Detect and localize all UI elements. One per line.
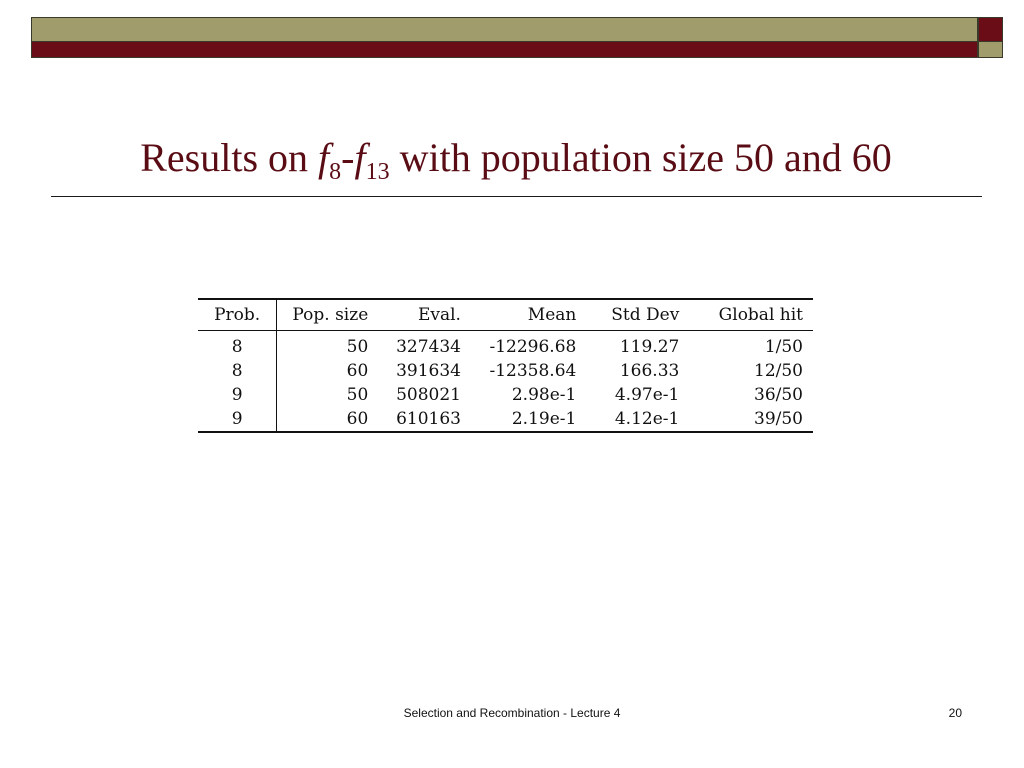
- slide-title: [50, 132, 982, 184]
- cell-global-hit: 12/50: [754, 361, 803, 381]
- header-maroon-square: [978, 17, 1003, 42]
- table-row: [198, 407, 813, 432]
- table-header-row: [198, 299, 813, 331]
- cell-eval: 391634: [396, 361, 461, 381]
- cell-eval: 610163: [396, 409, 461, 429]
- cell-global-hit: 1/50: [764, 337, 803, 357]
- table-row: [198, 383, 813, 407]
- page-number: 20: [948, 706, 962, 720]
- cell-std-dev: 4.12e-1: [614, 409, 680, 429]
- cell-mean: 2.19e-1: [511, 409, 577, 429]
- title-f13-subscript: 13: [365, 159, 390, 185]
- cell-pop-size: 50: [346, 337, 369, 357]
- header-mean: Mean: [527, 305, 577, 325]
- results-table: [198, 298, 813, 433]
- title-prefix: Results on: [140, 135, 319, 180]
- header-global-hit: Global hit: [718, 305, 803, 325]
- cell-std-dev: 4.97e-1: [614, 385, 680, 405]
- title-suffix: with population size 50 and 60: [389, 135, 892, 180]
- header-olive-bar: [31, 17, 978, 42]
- header-pop-size: Pop. size: [292, 305, 369, 325]
- cell-eval: 508021: [396, 385, 461, 405]
- title-f8-subscript: 8: [329, 159, 342, 185]
- cell-mean: 2.98e-1: [511, 385, 577, 405]
- cell-pop-size: 60: [346, 361, 369, 381]
- header-prob: Prob.: [198, 299, 277, 331]
- header-olive-square: [978, 42, 1003, 58]
- table-row: [198, 331, 813, 360]
- cell-prob: 8: [198, 331, 277, 360]
- results-table-container: [198, 298, 813, 433]
- header-maroon-bar: [31, 42, 978, 58]
- cell-prob: 9: [198, 383, 277, 407]
- cell-prob: 9: [198, 407, 277, 432]
- cell-global-hit: 39/50: [754, 409, 803, 429]
- header-std-dev: Std Dev: [611, 305, 680, 325]
- cell-std-dev: 166.33: [619, 361, 680, 381]
- title-dash: -: [341, 135, 355, 180]
- cell-pop-size: 60: [346, 409, 369, 429]
- cell-std-dev: 119.27: [619, 337, 680, 357]
- table-row: [198, 359, 813, 383]
- cell-eval: 327434: [396, 337, 461, 357]
- slide-footer: Selection and Recombination - Lecture 4: [403, 706, 621, 720]
- cell-prob: 8: [198, 359, 277, 383]
- header-eval: Eval.: [417, 305, 461, 325]
- title-underline: [51, 196, 982, 197]
- cell-mean: -12296.68: [489, 337, 577, 357]
- title-f13-symbol: f: [354, 135, 366, 180]
- title-f8-symbol: f: [318, 135, 330, 180]
- cell-pop-size: 50: [346, 385, 369, 405]
- cell-mean: -12358.64: [489, 361, 577, 381]
- cell-global-hit: 36/50: [754, 385, 803, 405]
